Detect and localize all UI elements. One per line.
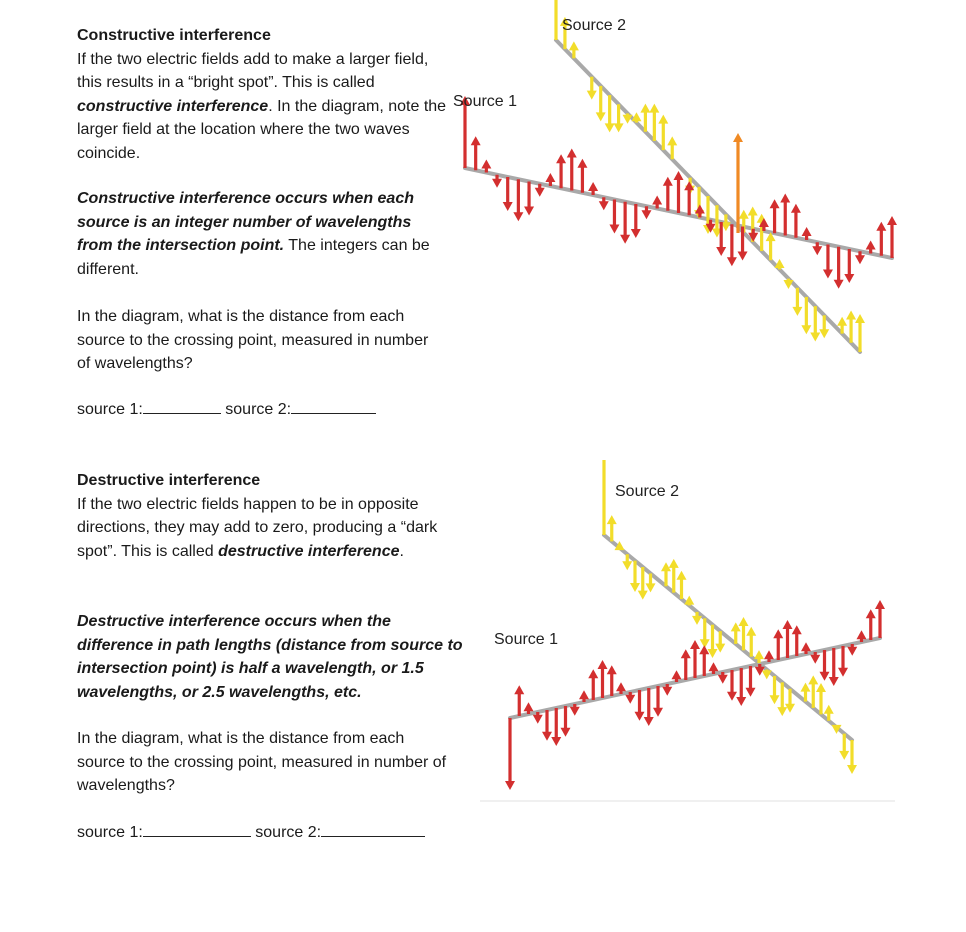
constructive-question-text: In the diagram, what is the distance from each source to the crossing point, measured in number of wavelengths? [77,308,429,372]
source2-field-arrow-head [708,649,718,658]
source2-field-arrow-head [669,559,679,568]
source1-field-arrow-head [709,662,719,671]
source1-field-arrow-head [570,707,580,716]
source1-field-arrow-head [644,717,654,726]
source1-field-arrow-head [838,668,848,677]
source1-field-arrow-head [551,737,561,746]
source1-field-arrow-head [764,650,774,659]
source1-label: Source 1 [494,631,559,648]
source1-field-arrow-head [631,229,641,238]
source2-field-arrow-head [792,307,802,316]
source2-field-arrow-head [614,123,624,132]
source2-field-arrow-head [569,41,579,50]
source2-field-arrow-head [739,617,749,626]
source1-field-arrow-head [792,625,802,634]
source2-field-arrow-head [837,317,847,326]
source1-field-arrow-head [663,177,673,186]
constructive-heading: Constructive interference [77,27,271,44]
source1-field-arrow-head [866,241,876,250]
source2-field-arrow-head [847,765,857,774]
source2-field-arrow-head [596,112,606,121]
source1-field-arrow-head [746,688,756,697]
source2-field-arrow-head [746,627,756,636]
source2-field-arrow-head [810,333,820,342]
source1-field-arrow-head [635,712,645,721]
source1-field-arrow-head [579,690,589,699]
source1-field-arrow-head [620,235,630,244]
source2-field-arrow-head [622,561,632,570]
source1-field-arrow-head [823,269,833,278]
source1-field-arrow-head [524,206,534,215]
destructive-rule-bold: Destructive interference occurs when the difference in path lengths (distance from source to intersection point) is half a wavelength, or 1.5 wavelengths, or 2.5 wavelengths, etc. [77,613,463,701]
source1-field-arrow-head [492,179,502,188]
source1-field-arrow-head [695,205,705,214]
source1-field-arrow-head [783,620,793,629]
source1-field-arrow-head [514,685,524,694]
source2-field-arrow-head [587,91,597,100]
source1-field-arrow-head [524,702,534,711]
source1-field-arrow-head [599,201,609,210]
source1-field-arrow-head [609,224,619,233]
source1-field-arrow-head [513,212,523,221]
source1-field-arrow-head [662,687,672,696]
source2-field-arrow-head [640,104,650,113]
destructive-question-text: In the diagram, what is the distance from each source to the crossing point, measured in number of wavelengths? [77,730,447,794]
source1-field-arrow-head [810,655,820,664]
constructive-term: constructive interference [77,97,269,115]
source1-field-arrow-head [727,692,737,701]
destructive-wave-diagram [0,460,966,820]
constructive-rule-rest: The integers can be different. [77,237,430,278]
constructive-wave-diagram [0,0,966,420]
source1-field-arrow-head [844,274,854,283]
source1-field-arrow-head [545,173,555,182]
source2-field-arrow-head [801,325,811,334]
source1-field-arrow-head [773,629,783,638]
source1-field-arrow-head [801,642,811,651]
source1-field-arrow-head [690,640,700,649]
source2-field-arrow-head [839,751,849,760]
source1-field-arrow-head [834,280,844,289]
source1-field-arrow-head [699,645,709,654]
source1-field-arrow-head [561,728,571,737]
source1-field-arrow-head [829,677,839,686]
destructive-answers [77,821,457,845]
source1-field-arrow-head [588,182,598,191]
source1-field-arrow-head [567,149,577,158]
constructive-intro-text: If the two electric fields add to make a larger field, this results in a “bright spot”. This is called [77,50,429,91]
source2-field-arrow-head [667,136,677,145]
source1-field-arrow-head [802,227,812,236]
source2-field-arrow-head [748,206,758,215]
constructive-intro-text-2: . In the diagram, note the larger field at the location where the two waves coincide. [77,97,447,162]
source1-field-arrow-head [481,160,491,169]
source1-field-arrow-head [875,600,885,609]
source1-field-arrow-head [791,204,801,213]
source1-field-arrow-head [738,251,748,260]
answer-blank-source1[interactable] [143,821,251,837]
source2-field-arrow-head [677,571,687,580]
destructive-heading: Destructive interference [77,472,261,489]
source1-field-arrow-head [780,194,790,203]
source1-field-arrow-head [556,154,566,163]
source2-field-arrow-head [754,650,764,659]
source2-field-arrow-head [824,705,834,714]
source2-field-arrow-head [846,311,856,320]
source1-field-arrow-head [674,171,684,180]
source1-field-arrow-head [533,715,543,724]
answer-label-source1: source 1: [77,824,143,841]
source2-field-arrow-head [808,675,818,684]
source1-field-arrow-head [855,255,865,264]
answer-blank-source2[interactable] [321,821,425,837]
source2-field-arrow-head [692,616,702,625]
source1-field-arrow-head [718,675,728,684]
source1-field-arrow-head [577,159,587,168]
answer-label-source1: source 1: [77,401,143,418]
source1-field-arrow-head [616,682,626,691]
source2-field-arrow-head [605,123,615,132]
source1-field-arrow-head [471,136,481,145]
source1-field-arrow-head [812,246,822,255]
source1-field-arrow-head [653,708,663,717]
destructive-intro-text: If the two electric fields happen to be in opposite directions, they may add to zero, producing a “dark spot”. This is called [77,495,438,560]
source1-field-arrow-head [866,609,876,618]
source2-field-arrow-head [658,115,668,124]
source1-field-arrow-head [681,649,691,658]
source2-field-arrow-head [638,591,648,600]
source1-field-arrow-head [887,216,897,225]
constructive-rule-bold: Constructive interference occurs when each source is an integer number of wavelengths from the intersection point. [77,190,414,254]
source1-field-arrow-head [607,665,617,674]
source2-label: Source 2 [562,17,627,34]
source2-field-arrow-head [731,622,741,631]
combined-field-arrow-head [733,133,743,142]
destructive-intro-text-2: . [399,542,404,560]
source2-label: Source 2 [615,483,680,500]
source1-field-arrow-head [736,697,746,706]
source1-field-arrow-head [857,630,867,639]
source2-field-arrow-head [770,695,780,704]
source1-field-arrow-head [770,199,780,208]
source1-field-arrow-head [598,660,608,669]
source1-field-arrow-head [876,222,886,231]
source1-field-arrow-source-head [505,781,515,790]
source1-field-arrow-head [820,672,830,681]
source1-field-arrow-head [716,247,726,256]
source2-field-arrow-head [649,104,659,113]
source1-field-arrow-head [727,257,737,266]
source1-field-arrow-head [535,188,545,197]
source1-field-arrow-head [641,210,651,219]
answer-label-source2: source 2: [255,824,322,841]
source2-field-arrow-head [855,314,865,323]
answer-label-source2: source 2: [225,401,292,418]
source1-field-arrow-head [588,669,598,678]
destructive-term: destructive interference [218,542,400,560]
source2-axis [604,535,852,740]
source1-field-arrow-head [503,202,513,211]
source2-field-arrow-head [715,644,725,653]
source2-field-arrow-head [607,515,617,524]
source1-field-arrow-head [542,732,552,741]
source2-field-arrow-head [777,707,787,716]
source1-field-arrow-head [672,670,682,679]
source1-field-arrow-head [652,196,662,205]
source2-field-arrow-head [739,210,749,219]
source1-field-arrow-head [625,695,635,704]
source1-field-arrow-head [847,647,857,656]
source2-field-arrow-head [819,329,829,338]
source1-label: Source 1 [453,93,518,110]
